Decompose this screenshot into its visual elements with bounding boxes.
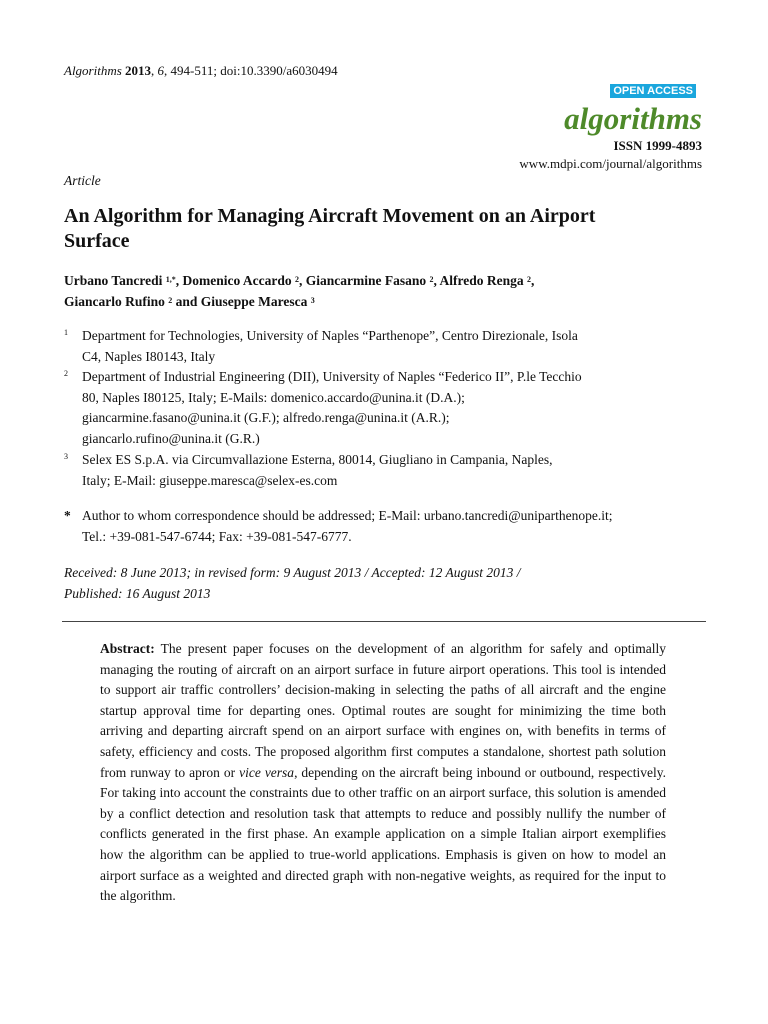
affiliation-line: C4, Naples I80143, Italy	[82, 348, 216, 364]
open-access-badge: OPEN ACCESS	[610, 84, 696, 98]
affiliation-2	[64, 367, 694, 449]
correspondence-line: Tel.: +39-081-547-6744; Fax: +39-081-547-6777.	[82, 528, 352, 544]
paper-title: An Algorithm for Managing Aircraft Movement on an Airport Surface	[64, 205, 596, 252]
affiliation-3	[64, 450, 694, 491]
affiliation-line: giancarmine.fasano@unina.it (G.F.); alfredo.renga@unina.it (A.R.);	[82, 410, 450, 425]
correspondence-note	[64, 506, 704, 547]
correspondence-star: *	[64, 508, 71, 523]
issn: ISSN 1999-4893	[613, 138, 702, 153]
author-affil-sup: 3	[310, 296, 315, 305]
abstract-label: Abstract:	[100, 641, 155, 656]
abstract-text: The present paper focuses on the development of an algorithm for safely and optimally managing the routing of aircraft on an airport surface in future airport operations. This tool is intended to support air traffic controllers’ decision-making in selecting the paths of all aircraft and the engine startup approval time for departing ones. Optimal routes are sought for minimizing the time both arriving and departing aircraft spend on an airport surface with engines on, with benefits in terms of safety, efficiency and costs. The proposed algorithm first computes a standalone, shortest path solution from runway to apron or	[100, 641, 666, 780]
affiliation-line: giancarlo.rufino@unina.it (G.R.)	[82, 430, 260, 446]
author-name: Urbano Tancredi	[64, 273, 163, 288]
abstract-italic: vice versa	[239, 764, 295, 780]
citation-pages-doi: , 494-511; doi:10.3390/a6030494	[164, 63, 338, 78]
dates-line: Published: 16 August 2013	[64, 585, 211, 601]
author-list	[64, 270, 684, 312]
publication-dates	[64, 563, 664, 604]
abstract-text: , depending on the aircraft being inbound or outbound, respectively. For taking into account the constraints due to other traffic on an airport surface, this solution is amended by a conflict detection and resolution task that attempts to reduce and possibly nullify the number of conflicts generated in the first phase. An example application on a simple Italian airport exemplifies how the algorithm can be applied to true-world applications. Emphasis is given on how to model an airport surface as a weighted and directed graph with non-negative weights, as required for the input to the algorithm.	[100, 764, 667, 904]
author-name: , Alfredo Renga	[433, 273, 524, 288]
affiliation-number: 3	[64, 452, 68, 461]
journal-url[interactable]: www.mdpi.com/journal/algorithms	[519, 156, 702, 171]
affiliation-1	[64, 326, 694, 367]
author-affil-sup: 2	[168, 296, 173, 305]
journal-logo: algorithms	[564, 101, 702, 136]
author-affil-sup: 1,*	[165, 275, 176, 284]
citation-line: Algorithms 2013, 6, 494-511; doi:10.3390/a6030494	[64, 63, 338, 78]
author-affil-sup: 2	[295, 275, 300, 284]
citation-year: 2013	[125, 63, 152, 78]
citation-journal: Algorithms	[64, 63, 122, 78]
affiliation-line: Selex ES S.p.A. via Circumvallazione Esterna, 80014, Giugliano in Campania, Naples,	[82, 452, 553, 467]
affiliation-line: Italy; E-Mail: giuseppe.maresca@selex-es.com	[82, 472, 338, 488]
affiliation-number: 2	[64, 369, 68, 378]
dates-line: Received: 8 June 2013; in revised form: 9 August 2013 / Accepted: 12 August 2013 /	[64, 565, 521, 580]
abstract	[100, 639, 666, 907]
divider	[62, 621, 706, 622]
affiliation-number: 1	[64, 328, 68, 337]
affiliation-line: Department of Industrial Engineering (DII), University of Naples “Federico II”, P.le Tecchio	[82, 369, 582, 384]
citation-volume: 6	[157, 63, 165, 78]
author-name: , Giancarmine Fasano	[299, 273, 427, 288]
correspondence-line: Author to whom correspondence should be addressed; E-Mail: urbano.tancredi@uniparthenope.it;	[82, 508, 613, 523]
author-name: and Giuseppe Maresca	[172, 294, 308, 309]
affiliation-line: Department for Technologies, University of Naples “Parthenope”, Centro Direzionale, Isola	[82, 328, 578, 343]
author-separator: ,	[531, 273, 535, 288]
article-type: Article	[64, 173, 101, 188]
affiliation-line: 80, Naples I80125, Italy; E-Mails: domenico.accardo@unina.it (D.A.);	[82, 389, 465, 405]
author-name: , Domenico Accardo	[175, 273, 292, 288]
author-name: Giancarlo Rufino	[64, 294, 165, 309]
author-affil-sup: 2	[429, 275, 434, 284]
author-affil-sup: 2	[527, 275, 532, 284]
